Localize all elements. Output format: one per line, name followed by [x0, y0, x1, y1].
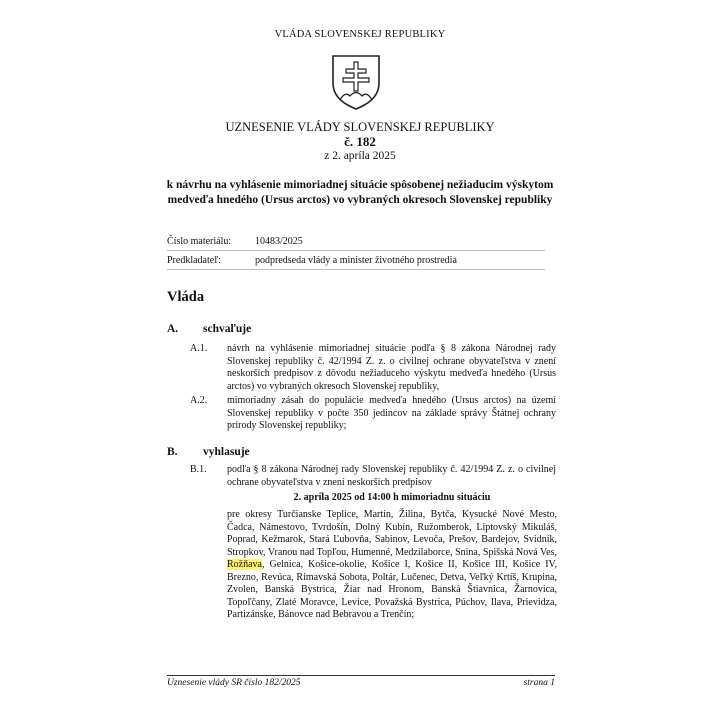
item-text: mimoriadny zásah do populácie medveďa hnedého (Ursus arctos) na území Slovenskej republiky v počte 350 jedincov na základe správy Štátnej ochrany prírody Slovenskej republiky;	[227, 395, 556, 431]
body-heading: Vláda	[167, 289, 205, 305]
resolution-date: z 2. apríla 2025	[324, 150, 396, 162]
meta-row-material	[167, 232, 545, 251]
meta-table	[167, 232, 545, 270]
resolution-title-block	[0, 120, 720, 164]
resolution-subject: k návrhu na vyhlásenie mimoriadnej situácie spôsobenej nežiaducim výskytom medveďa hnedého (Ursus arctos) vo vybraných okresoch Slovenskej republiky	[166, 179, 554, 206]
section-letter: B.	[167, 446, 178, 458]
material-label: Číslo materiálu:	[167, 235, 232, 247]
section-letter: A.	[167, 323, 179, 335]
resolution-title: UZNESENIE VLÁDY SLOVENSKEJ REPUBLIKY	[225, 120, 495, 134]
section-item	[190, 395, 556, 433]
page-number: strana 1	[523, 678, 555, 688]
item-number: A.2.	[190, 395, 208, 406]
section-title: schvaľuje	[203, 323, 252, 335]
districts-list	[227, 509, 557, 622]
section-b-heading	[167, 446, 250, 458]
districts-text-before: pre okresy Turčianske Teplice, Martin, Žilina, Bytča, Kysucké Nové Mesto, Čadca, Námestovo, Tvrdošín, Dolný Kubín, Ružomberok, Liptovský Mikuláš, Poprad, Kežmarok, Stará Ľubovňa, Sabinov, Levoča, Prešov, Bardejov, Svidník, Stropkov, Vranou nad Topľou, Humenné, Medzilaborce, Snina, Spišská Nová Ves,	[227, 509, 557, 558]
section-item	[190, 343, 556, 393]
section-item	[190, 464, 556, 489]
item-number: A.1.	[190, 343, 208, 354]
resolution-number: č. 182	[344, 134, 376, 149]
submitter-value: podpredseda vlády a minister životného prostredia	[255, 254, 457, 266]
highlighted-district[interactable]: Rožňava	[227, 559, 262, 570]
meta-row-submitter	[167, 251, 545, 270]
section-title: vyhlasuje	[203, 446, 250, 458]
districts-text-after: , Gelnica, Košice-okolie, Košice I, Košice II, Košice III, Košice IV, Brezno, Revúca, Rimavská Sobota, Poltár, Lučenec, Detva, Veľký Krtíš, Krupina, Zvolen, Banská Bystrica, Žiar nad Hronom, Banská Štiavnica, Žarnovica, Topoľčany, Zlaté Moravce, Levice, Považská Bystrica, Púchov, Ilava, Prievidza, Partizánske, Bánovce nad Bebravou a Trenčín;	[227, 559, 557, 620]
item-number: B.1.	[190, 464, 207, 475]
government-header: VLÁDA SLOVENSKEJ REPUBLIKY	[274, 29, 446, 40]
slovak-coat-of-arms-icon	[330, 53, 382, 111]
material-value: 10483/2025	[255, 235, 303, 247]
item-text: návrh na vyhlásenie mimoriadnej situácie podľa § 8 zákona Národnej rady Slovenskej republiky č. 42/1994 Z. z. o civilnej ochrane obyvateľstva v znení neskorších predpisov z dôvodu nežiaduceho výskytu medveďa hnedého (Ursus arctos) vo vybraných okresoch Slovenskej republiky,	[227, 343, 556, 392]
footer-title: Uznesenie vlády SR číslo 182/2025	[167, 678, 301, 688]
item-text: podľa § 8 zákona Národnej rady Slovenskej republiky č. 42/1994 Z. z. o civilnej ochrane obyvateľstva v znení neskorších predpisov	[227, 464, 556, 488]
section-a-heading	[167, 323, 251, 335]
page-footer	[167, 675, 555, 688]
submitter-label: Predkladateľ:	[167, 254, 222, 266]
declaration-text: 2. apríla 2025 od 14:00 h mimoriadnu situáciu	[293, 492, 491, 503]
